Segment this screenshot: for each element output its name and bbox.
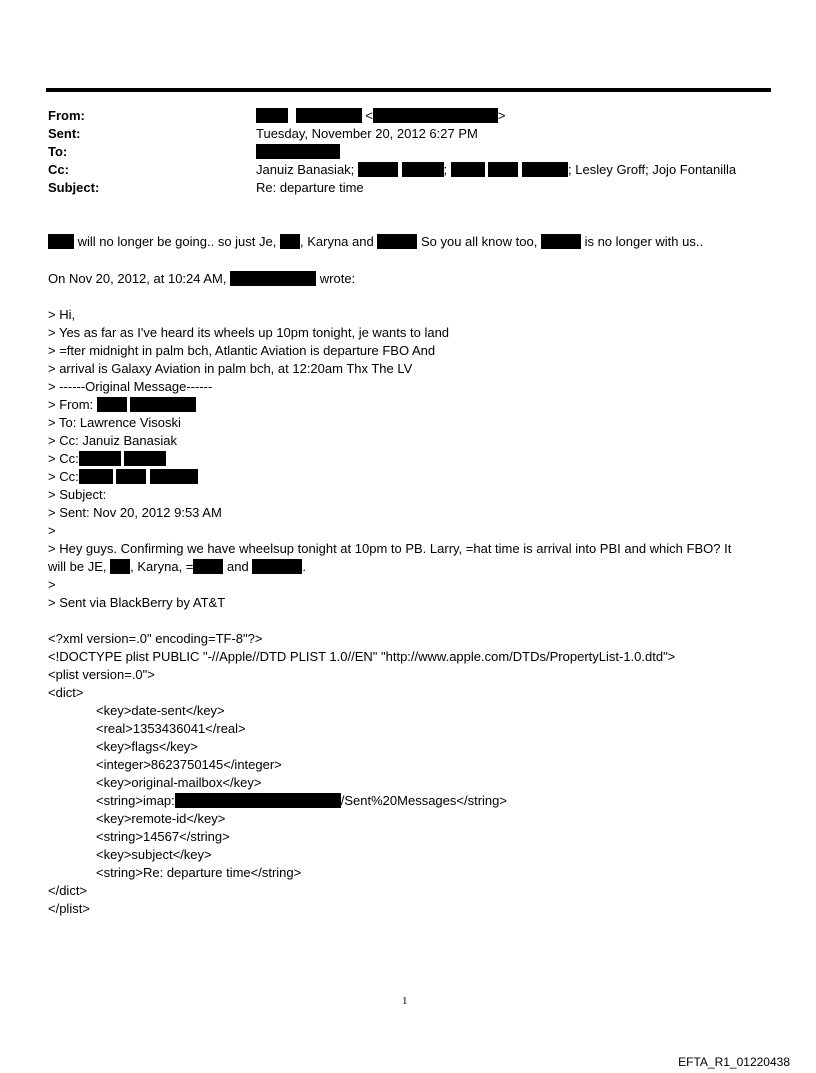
- redaction-box: [451, 162, 485, 177]
- quote-line: > Yes as far as I've heard its wheels up 10pm tonight, je wants to land: [48, 325, 450, 340]
- redaction-box: [175, 793, 341, 808]
- redaction-box: [488, 162, 518, 177]
- redaction-box: [252, 559, 302, 574]
- redaction-box: [193, 559, 223, 574]
- redaction-box: [522, 162, 568, 177]
- redaction-box: [541, 234, 581, 249]
- xml-line: <plist version=.0">: [48, 667, 155, 682]
- xml-line: <key>original-mailbox</key>: [96, 775, 262, 790]
- from-label: From:: [48, 108, 85, 123]
- redaction-box: [402, 162, 444, 177]
- xml-line: <key>subject</key>: [96, 847, 212, 862]
- body-line: will no longer be going.. so just Je, , Karyna and So you all know too, is no longer with us..: [48, 233, 703, 251]
- page-number: 1: [402, 995, 408, 1007]
- quote-line: > Cc: Januiz Banasiak: [48, 433, 177, 448]
- xml-line: <?xml version=.0" encoding=TF-8"?>: [48, 631, 263, 646]
- redaction-box: [358, 162, 398, 177]
- xml-line: <integer>8623750145</integer>: [96, 757, 282, 772]
- body-line: On Nov 20, 2012, at 10:24 AM, wrote:: [48, 271, 356, 286]
- subject-label: Subject:: [48, 180, 100, 195]
- quote-line: > Sent via BlackBerry by AT&T: [48, 595, 226, 610]
- quote-line: > Subject:: [48, 487, 107, 502]
- xml-line: <dict>: [48, 685, 84, 700]
- redaction-box: [124, 451, 166, 466]
- redaction-box: [116, 469, 146, 484]
- redaction-box: [296, 108, 362, 123]
- xml-line: <string>imap: /Sent%20Messages</string>: [96, 793, 507, 808]
- quote-line: > Hey guys. Confirming we have wheelsup tonight at 10pm to PB. Larry, =hat time is arrival into PBI and which FBO? It: [48, 541, 732, 556]
- xml-line: <string>Re: departure time</string>: [96, 865, 302, 880]
- cc-value: [256, 161, 736, 179]
- redaction-box: [130, 397, 196, 412]
- quote-line: > =fter midnight in palm bch, Atlantic Aviation is departure FBO And: [48, 343, 436, 358]
- to-label: To:: [48, 144, 68, 159]
- xml-line: <real>1353436041</real>: [96, 721, 246, 736]
- quote-line: > To: Lawrence Visoski: [48, 415, 181, 430]
- xml-line: </plist>: [48, 901, 90, 916]
- redaction-box: [256, 108, 288, 123]
- quote-line: will be JE, , Karyna, = and .: [48, 559, 306, 574]
- document-id: EFTA_R1_01220438: [678, 1055, 790, 1069]
- sent-label: Sent:: [48, 126, 81, 141]
- xml-line: <!DOCTYPE plist PUBLIC "-//Apple//DTD PLIST 1.0//EN" "http://www.apple.com/DTDs/PropertyList-1.0.dtd">: [48, 649, 676, 664]
- from-value: [256, 107, 505, 125]
- xml-line: </dict>: [48, 883, 88, 898]
- redaction-box: [377, 234, 417, 249]
- quote-line: > Sent: Nov 20, 2012 9:53 AM: [48, 505, 222, 520]
- quote-line: > From:: [48, 396, 196, 414]
- quote-line: > Cc:: [48, 450, 166, 468]
- xml-line: <string>14567</string>: [96, 829, 230, 844]
- quote-line: > arrival is Galaxy Aviation in palm bch, at 12:20am Thx The LV: [48, 361, 413, 376]
- redaction-box: [256, 144, 340, 159]
- cc-tail: ; Lesley Groff; Jojo Fontanilla: [568, 162, 737, 177]
- redaction-box: [79, 469, 113, 484]
- redaction-box: [280, 234, 300, 249]
- quote-line: > ------Original Message------: [48, 379, 213, 394]
- redaction-box: [110, 559, 130, 574]
- quote-line: >: [48, 523, 56, 538]
- to-value: [256, 143, 340, 161]
- redaction-box: [79, 451, 121, 466]
- xml-line: <key>remote-id</key>: [96, 811, 226, 826]
- cc-label: Cc:: [48, 162, 69, 177]
- redaction-box: [373, 108, 498, 123]
- redaction-box: [97, 397, 127, 412]
- header-rule: [46, 88, 771, 92]
- angle-open: <: [365, 108, 373, 123]
- cc-janiuz: Januiz Banasiak;: [256, 162, 355, 177]
- angle-close: >: [497, 108, 506, 123]
- redaction-box: [48, 234, 74, 249]
- cc-separator: ;: [443, 162, 448, 177]
- quote-line: >: [48, 577, 56, 592]
- xml-line: <key>flags</key>: [96, 739, 198, 754]
- redaction-box: [230, 271, 316, 286]
- quote-line: > Cc:: [48, 468, 198, 486]
- redaction-box: [150, 469, 198, 484]
- sent-value: Tuesday, November 20, 2012 6:27 PM: [256, 126, 478, 141]
- subject-value: Re: departure time: [256, 180, 364, 195]
- xml-line: <key>date-sent</key>: [96, 703, 225, 718]
- quote-line: > Hi,: [48, 307, 76, 322]
